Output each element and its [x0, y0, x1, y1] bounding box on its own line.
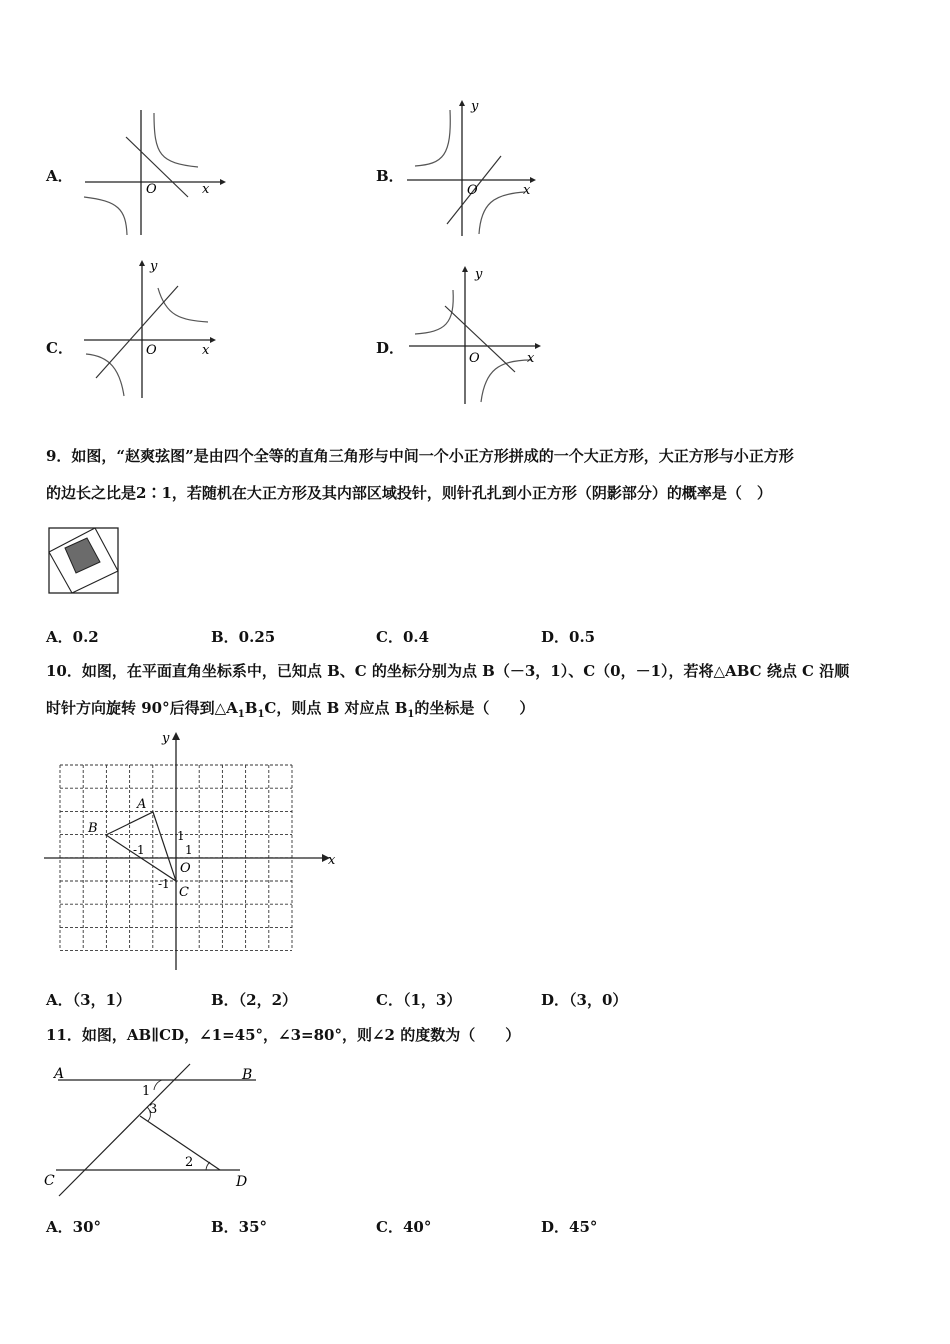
zhao-shuang-figure [48, 527, 120, 595]
q9-option-d[interactable]: D．0.5 [541, 628, 596, 646]
graph-d [405, 262, 550, 407]
parallel-lines-figure [44, 1058, 264, 1203]
q10-sub-b1-point: 1 [407, 709, 415, 720]
origin-label: O [180, 861, 191, 876]
q11-option-a[interactable]: A．30° [46, 1218, 102, 1236]
q10-line2-part-d: 的坐标是（ ） [414, 699, 535, 717]
angle-3-label: 3 [149, 1102, 158, 1117]
q9-text-line1: 9．如图，“赵爽弦图”是由四个全等的直角三角形与中间一个小正方形拼成的一个大正方形，大正方形与小正方形 [46, 447, 794, 465]
graph-a-origin: O [146, 182, 157, 197]
q11-option-b[interactable]: B．35° [211, 1218, 268, 1236]
point-b-label: B [242, 1067, 253, 1083]
q11-option-d[interactable]: D．45° [541, 1218, 598, 1236]
graph-a [80, 105, 230, 240]
point-b-label: B [88, 821, 98, 836]
graph-c-origin: O [146, 343, 157, 358]
point-c-label: C [44, 1173, 55, 1189]
x-axis-label: x [328, 853, 336, 868]
graph-b-origin: O [467, 183, 478, 198]
tick-x-neg: -1 [133, 843, 145, 857]
graph-b-x-label: x [523, 183, 531, 198]
q9-text-line2: 的边长之比是2∶1，若随机在大正方形及其内部区域投针，则针孔扎到小正方形（阴影部分）的概率是（ ） [46, 484, 772, 502]
q9-option-a[interactable]: A．0.2 [46, 628, 99, 646]
point-d-label: D [236, 1174, 248, 1190]
q9-option-c[interactable]: C．0.4 [376, 628, 430, 646]
graph-a-x-label: x [202, 182, 210, 197]
graph-d-y-label: y [475, 267, 483, 282]
tick-x-pos: 1 [185, 843, 193, 857]
graph-c-y-label: y [150, 259, 158, 274]
angle-1-label: 1 [142, 1084, 151, 1099]
graph-b-label: B． [376, 167, 404, 185]
graph-b [405, 98, 545, 238]
graph-c-x-label: x [202, 343, 210, 358]
point-a-label: A [137, 797, 147, 812]
q11-text-line1: 11．如图，AB∥CD，∠1=45°，∠3=80°，则∠2 的度数为（ ） [46, 1026, 521, 1044]
q11-option-c[interactable]: C．40° [376, 1218, 432, 1236]
q10-text-line2 [46, 697, 534, 720]
graph-c [80, 258, 225, 403]
q10-option-c[interactable]: C．（1，3） [376, 991, 462, 1009]
q9-option-b[interactable]: B．0.25 [211, 628, 276, 646]
graph-b-y-label: y [471, 99, 479, 114]
y-axis-label: y [162, 731, 170, 746]
graph-c-label: C． [46, 339, 73, 357]
point-c-label: C [179, 885, 189, 900]
point-a-label: A [54, 1066, 65, 1082]
tick-y-pos: 1 [177, 829, 185, 843]
q10-option-d[interactable]: D．（3，0） [541, 991, 628, 1009]
graph-d-x-label: x [527, 351, 535, 366]
coordinate-grid-figure [44, 728, 340, 973]
graph-d-origin: O [469, 351, 480, 366]
q10-line2-part-b: B [244, 699, 258, 717]
q10-option-a[interactable]: A．（3，1） [46, 991, 132, 1009]
angle-2-label: 2 [185, 1155, 194, 1170]
q10-text-line1: 10．如图，在平面直角坐标系中，已知点 B、C 的坐标分别为点 B（－3，1）、C（0，－1），若将△ABC 绕点 C 沿顺 [46, 662, 850, 680]
graph-a-label: A． [46, 167, 73, 185]
q10-sub-a1: 1 [237, 709, 245, 720]
q10-line2-part-a: 时针方向旋转 90°后得到△A [46, 699, 238, 717]
q10-sub-b1: 1 [257, 709, 265, 720]
graph-d-label: D． [376, 339, 405, 357]
q10-option-b[interactable]: B．（2，2） [211, 991, 298, 1009]
q10-line2-part-c: C，则点 B 对应点 B [264, 699, 408, 717]
tick-y-neg: -1 [158, 877, 170, 891]
